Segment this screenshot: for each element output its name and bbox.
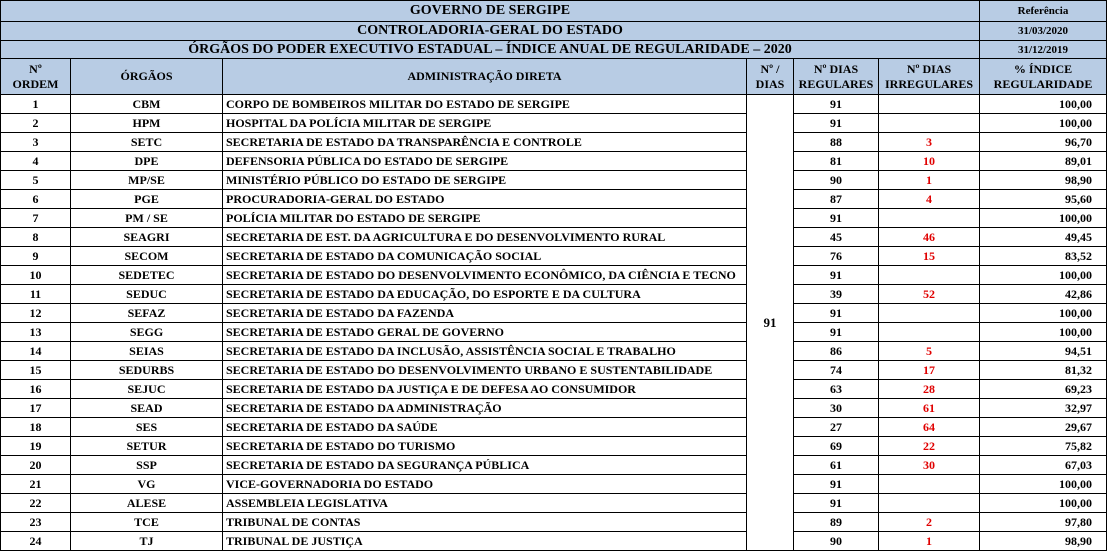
cell-regulares: 86 (794, 342, 879, 361)
cell-regulares: 39 (794, 285, 879, 304)
table-row (1, 475, 1107, 494)
cell-nome: SECRETARIA DE ESTADO DA FAZENDA (223, 304, 747, 323)
cell-indice: 98,90 (980, 171, 1107, 190)
cell-sigla: PM / SE (71, 209, 223, 228)
cell-irregulares: 30 (879, 456, 980, 475)
col-ordem-header: Nº ORDEM (1, 59, 71, 95)
cell-regulares: 91 (794, 114, 879, 133)
cell-irregulares: 1 (879, 171, 980, 190)
cell-ordem: 15 (1, 361, 71, 380)
cell-sigla: SEGG (71, 323, 223, 342)
cell-indice: 69,23 (980, 380, 1107, 399)
table-row (1, 266, 1107, 285)
cell-ordem: 3 (1, 133, 71, 152)
cell-indice: 75,82 (980, 437, 1107, 456)
cell-sigla: CBM (71, 95, 223, 114)
cell-nome: MINISTÉRIO PÚBLICO DO ESTADO DE SERGIPE (223, 171, 747, 190)
cell-irregulares: 64 (879, 418, 980, 437)
cell-regulares: 91 (794, 95, 879, 114)
cell-irregulares: 17 (879, 361, 980, 380)
cell-irregulares (879, 266, 980, 285)
cell-irregulares: 22 (879, 437, 980, 456)
cell-nome: SECRETARIA DE ESTADO DA INCLUSÃO, ASSISTÊNCIA SOCIAL E TRABALHO (223, 342, 747, 361)
cell-regulares: 91 (794, 475, 879, 494)
cell-regulares: 63 (794, 380, 879, 399)
cell-sigla: SEDUC (71, 285, 223, 304)
table-row (1, 513, 1107, 532)
cell-indice: 96,70 (980, 133, 1107, 152)
cell-indice: 83,52 (980, 247, 1107, 266)
cell-regulares: 76 (794, 247, 879, 266)
col-dias-header: Nº / DIAS (747, 59, 794, 95)
cell-total-dias: 91 (747, 95, 794, 551)
cell-ordem: 17 (1, 399, 71, 418)
cell-ordem: 2 (1, 114, 71, 133)
cell-sigla: SETUR (71, 437, 223, 456)
cell-regulares: 45 (794, 228, 879, 247)
column-header-row (1, 59, 1107, 95)
cell-nome: SECRETARIA DE ESTADO DO DESENVOLVIMENTO ECONÔMICO, DA CIÊNCIA E TECNO (223, 266, 747, 285)
table-row (1, 247, 1107, 266)
cell-regulares: 88 (794, 133, 879, 152)
cell-ordem: 6 (1, 190, 71, 209)
cell-nome: SECRETARIA DE EST. DA AGRICULTURA E DO DESENVOLVIMENTO RURAL (223, 228, 747, 247)
cell-regulares: 91 (794, 304, 879, 323)
table-row (1, 95, 1107, 114)
cell-indice: 32,97 (980, 399, 1107, 418)
cell-nome: DEFENSORIA PÚBLICA DO ESTADO DE SERGIPE (223, 152, 747, 171)
cell-ordem: 5 (1, 171, 71, 190)
cell-indice: 100,00 (980, 266, 1107, 285)
cell-sigla: TCE (71, 513, 223, 532)
cell-indice: 94,51 (980, 342, 1107, 361)
cell-irregulares: 15 (879, 247, 980, 266)
cell-indice: 49,45 (980, 228, 1107, 247)
cell-sigla: SEDETEC (71, 266, 223, 285)
cell-sigla: SSP (71, 456, 223, 475)
cell-nome: SECRETARIA DE ESTADO DO TURISMO (223, 437, 747, 456)
table-row (1, 209, 1107, 228)
table-row (1, 190, 1107, 209)
reference-label: Referência (980, 1, 1107, 22)
cell-regulares: 81 (794, 152, 879, 171)
table-row (1, 494, 1107, 513)
cell-ordem: 7 (1, 209, 71, 228)
cell-nome: ASSEMBLEIA LEGISLATIVA (223, 494, 747, 513)
cell-irregulares (879, 323, 980, 342)
table-row (1, 323, 1107, 342)
cell-regulares: 91 (794, 209, 879, 228)
cell-ordem: 19 (1, 437, 71, 456)
cell-regulares: 91 (794, 323, 879, 342)
cell-nome: TRIBUNAL DE CONTAS (223, 513, 747, 532)
table-row (1, 152, 1107, 171)
cell-indice: 95,60 (980, 190, 1107, 209)
table-row (1, 285, 1107, 304)
table-row (1, 418, 1107, 437)
cell-nome: SECRETARIA DE ESTADO DA ADMINISTRAÇÃO (223, 399, 747, 418)
cell-nome: VICE-GOVERNADORIA DO ESTADO (223, 475, 747, 494)
cell-sigla: SEJUC (71, 380, 223, 399)
cell-irregulares (879, 95, 980, 114)
table-row (1, 532, 1107, 551)
cell-indice: 97,80 (980, 513, 1107, 532)
cell-nome: TRIBUNAL DE JUSTIÇA (223, 532, 747, 551)
cell-regulares: 61 (794, 456, 879, 475)
table-row (1, 133, 1107, 152)
cell-irregulares: 28 (879, 380, 980, 399)
cell-ordem: 22 (1, 494, 71, 513)
col-orgaos-header: ÓRGÃOS (71, 59, 223, 95)
table-row (1, 228, 1107, 247)
cell-regulares: 91 (794, 266, 879, 285)
cell-nome: SECRETARIA DE ESTADO DA JUSTIÇA E DE DEFESA AO CONSUMIDOR (223, 380, 747, 399)
cell-irregulares (879, 114, 980, 133)
cell-regulares: 30 (794, 399, 879, 418)
cell-irregulares: 4 (879, 190, 980, 209)
cell-indice: 81,32 (980, 361, 1107, 380)
cell-indice: 100,00 (980, 475, 1107, 494)
cell-regulares: 91 (794, 494, 879, 513)
reference-date-1: 31/03/2020 (980, 22, 1107, 41)
cell-sigla: SETC (71, 133, 223, 152)
cell-irregulares: 10 (879, 152, 980, 171)
cell-irregulares: 2 (879, 513, 980, 532)
cell-nome: SECRETARIA DE ESTADO GERAL DE GOVERNO (223, 323, 747, 342)
title-controladoria: CONTROLADORIA-GERAL DO ESTADO (1, 22, 980, 41)
title-government: GOVERNO DE SERGIPE (1, 1, 980, 22)
cell-sigla: SES (71, 418, 223, 437)
cell-irregulares: 3 (879, 133, 980, 152)
cell-ordem: 12 (1, 304, 71, 323)
cell-sigla: HPM (71, 114, 223, 133)
cell-regulares: 27 (794, 418, 879, 437)
cell-sigla: SEAD (71, 399, 223, 418)
cell-irregulares: 52 (879, 285, 980, 304)
cell-ordem: 10 (1, 266, 71, 285)
table-row (1, 380, 1107, 399)
col-irregulares-header: Nº DIAS IRREGULARES (879, 59, 980, 95)
cell-sigla: SEFAZ (71, 304, 223, 323)
cell-nome: PROCURADORIA-GERAL DO ESTADO (223, 190, 747, 209)
cell-nome: SECRETARIA DE ESTADO DA EDUCAÇÃO, DO ESPORTE E DA CULTURA (223, 285, 747, 304)
cell-indice: 89,01 (980, 152, 1107, 171)
cell-indice: 29,67 (980, 418, 1107, 437)
cell-ordem: 9 (1, 247, 71, 266)
table-row (1, 437, 1107, 456)
cell-ordem: 13 (1, 323, 71, 342)
table-row (1, 399, 1107, 418)
cell-regulares: 87 (794, 190, 879, 209)
cell-irregulares (879, 494, 980, 513)
cell-irregulares: 61 (879, 399, 980, 418)
col-indice-header: % ÍNDICE REGULARIDADE (980, 59, 1107, 95)
cell-nome: CORPO DE BOMBEIROS MILITAR DO ESTADO DE SERGIPE (223, 95, 747, 114)
cell-sigla: DPE (71, 152, 223, 171)
col-administracao-header: ADMINISTRAÇÃO DIRETA (223, 59, 747, 95)
table-row (1, 304, 1107, 323)
cell-indice: 42,86 (980, 285, 1107, 304)
table-row (1, 361, 1107, 380)
cell-indice: 67,03 (980, 456, 1107, 475)
title-index: ÓRGÃOS DO PODER EXECUTIVO ESTADUAL – ÍNDICE ANUAL DE REGULARIDADE – 2020 (1, 41, 980, 59)
cell-sigla: PGE (71, 190, 223, 209)
cell-nome: SECRETARIA DE ESTADO DA TRANSPARÊNCIA E CONTROLE (223, 133, 747, 152)
cell-nome: POLÍCIA MILITAR DO ESTADO DE SERGIPE (223, 209, 747, 228)
reference-date-2: 31/12/2019 (980, 41, 1107, 59)
cell-nome: SECRETARIA DE ESTADO DA SAÚDE (223, 418, 747, 437)
cell-indice: 100,00 (980, 114, 1107, 133)
cell-indice: 100,00 (980, 209, 1107, 228)
cell-irregulares: 46 (879, 228, 980, 247)
table-row (1, 456, 1107, 475)
cell-indice: 100,00 (980, 304, 1107, 323)
cell-nome: SECRETARIA DE ESTADO DA COMUNICAÇÃO SOCIAL (223, 247, 747, 266)
cell-ordem: 8 (1, 228, 71, 247)
cell-regulares: 90 (794, 532, 879, 551)
cell-indice: 100,00 (980, 494, 1107, 513)
cell-sigla: SECOM (71, 247, 223, 266)
col-regulares-header: Nº DIAS REGULARES (794, 59, 879, 95)
cell-ordem: 18 (1, 418, 71, 437)
cell-ordem: 1 (1, 95, 71, 114)
cell-nome: SECRETARIA DE ESTADO DO DESENVOLVIMENTO URBANO E SUSTENTABILIDADE (223, 361, 747, 380)
cell-regulares: 69 (794, 437, 879, 456)
cell-sigla: SEAGRI (71, 228, 223, 247)
cell-ordem: 14 (1, 342, 71, 361)
cell-nome: SECRETARIA DE ESTADO DA SEGURANÇA PÚBLICA (223, 456, 747, 475)
cell-indice: 98,90 (980, 532, 1107, 551)
cell-sigla: ALESE (71, 494, 223, 513)
cell-indice: 100,00 (980, 95, 1107, 114)
cell-ordem: 23 (1, 513, 71, 532)
cell-sigla: VG (71, 475, 223, 494)
cell-ordem: 16 (1, 380, 71, 399)
cell-irregulares: 1 (879, 532, 980, 551)
cell-irregulares (879, 475, 980, 494)
cell-regulares: 90 (794, 171, 879, 190)
cell-ordem: 20 (1, 456, 71, 475)
cell-irregulares: 5 (879, 342, 980, 361)
cell-ordem: 24 (1, 532, 71, 551)
table-row (1, 342, 1107, 361)
cell-ordem: 21 (1, 475, 71, 494)
cell-sigla: TJ (71, 532, 223, 551)
table-row (1, 171, 1107, 190)
cell-sigla: MP/SE (71, 171, 223, 190)
cell-regulares: 74 (794, 361, 879, 380)
cell-sigla: SEDURBS (71, 361, 223, 380)
cell-ordem: 4 (1, 152, 71, 171)
cell-irregulares (879, 304, 980, 323)
cell-irregulares (879, 209, 980, 228)
table-row (1, 114, 1107, 133)
cell-sigla: SEIAS (71, 342, 223, 361)
cell-indice: 100,00 (980, 323, 1107, 342)
cell-nome: HOSPITAL DA POLÍCIA MILITAR DE SERGIPE (223, 114, 747, 133)
cell-ordem: 11 (1, 285, 71, 304)
cell-regulares: 89 (794, 513, 879, 532)
